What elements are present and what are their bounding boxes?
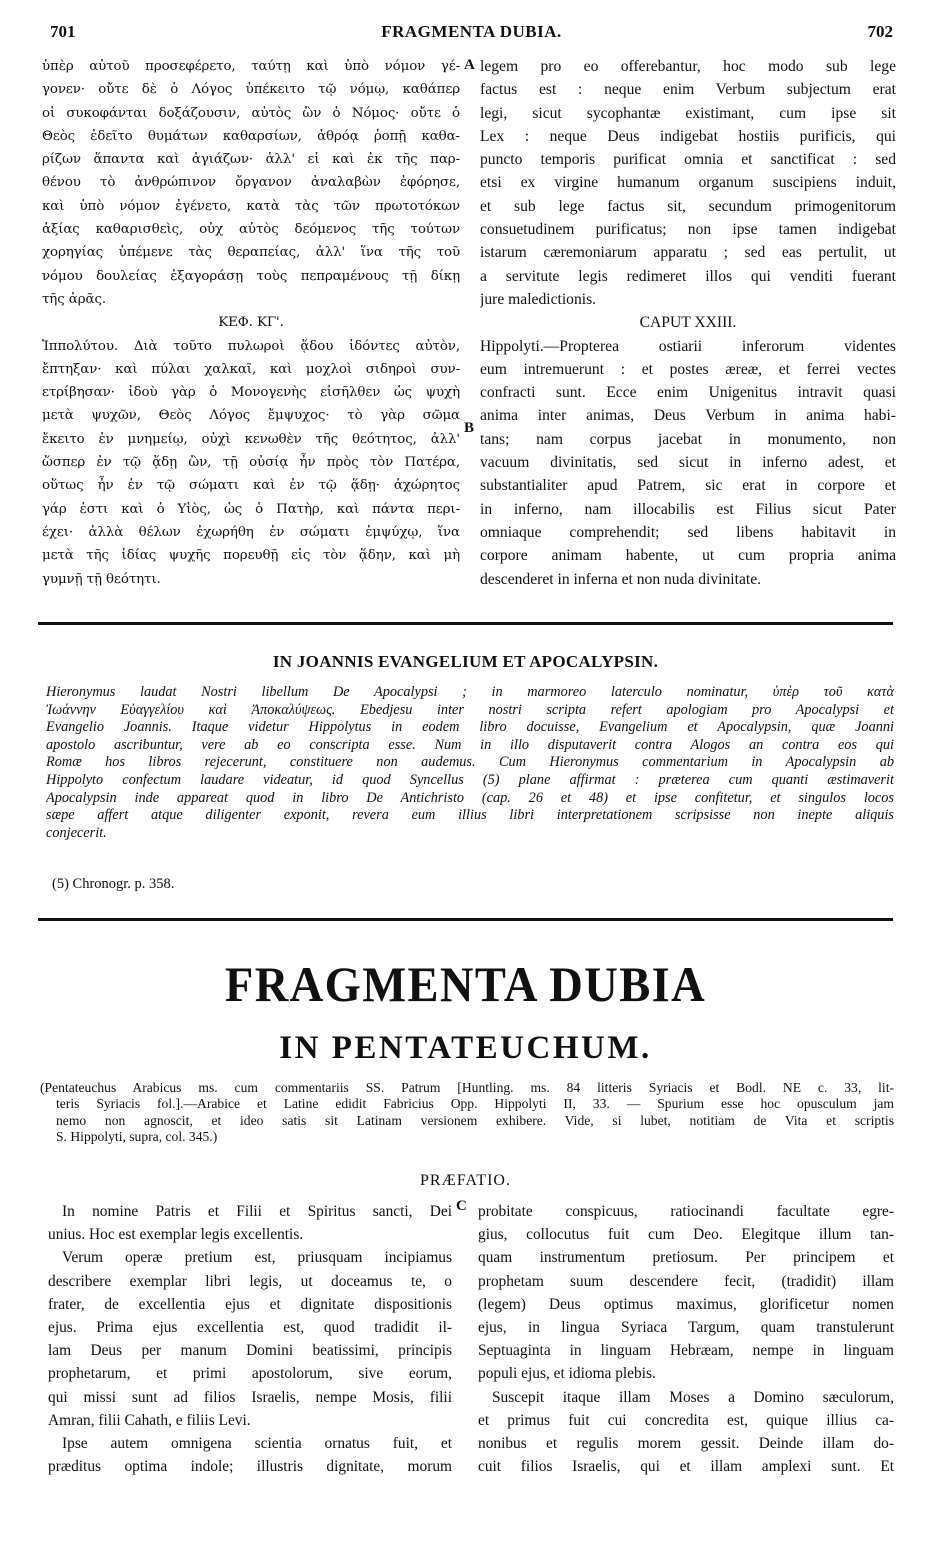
section-divider (38, 622, 893, 625)
latin-line: corpore animam habente, ut cum propria anima (480, 547, 896, 565)
greek-line: μετὰ τῆς ἰδίας ψυχῆς πορευθῇ εἰς τὸν ᾅδην, καὶ μὴ (42, 548, 460, 564)
greek-line: Ἱππολύτου. Διὰ τοῦτο πυλωροὶ ᾅδου ἰδόντες αὐτὸν, (42, 338, 460, 354)
greek-line: ἔκειτο ἐν μνημείῳ, οὐχὶ κενωθὲν τῆς θεότητος, ἀλλ' (42, 431, 460, 447)
latin-column (480, 55, 896, 591)
margin-marker-c: C (456, 1198, 467, 1214)
section-line: apostolo ascribuntur, vere ab eo conscripta esse. Num in illo disputaverit contra Alogos an contra eos qui (46, 736, 894, 753)
intro-note (40, 1080, 894, 1146)
latin-line: legem pro eo offerebantur, hoc modo sub lege (480, 58, 896, 75)
greek-column (42, 55, 460, 591)
greek-line: ὑπὲρ αὐτοῦ προσεφέρετο, ταύτῃ καὶ ὑπὸ νόμον γέ- (42, 59, 460, 74)
preface-line: probitate conspicuus, ratiocinandi facultate egre- (478, 1203, 894, 1220)
preface-line: lam Deus per manum Domini beatissimi, principis (48, 1342, 452, 1360)
greek-line: ρίζων ἅπαντα καὶ ἁγιάζων· ἀλλ' εἰ καὶ ἐκ τῆς παρ- (42, 152, 460, 168)
preface-line: præditus optima indole; illustris dignitate, morum (48, 1458, 452, 1476)
greek-line: χορηγίας ὑπέμενε τὰς θεραπείας, ἀλλ' ἵνα τῆς τοῦ (42, 245, 460, 261)
greek-line: οἱ συκοφάνται δοξάζουσιν, αὐτὸς ὢν ὁ Νόμος· οὔτε ὁ (42, 105, 460, 121)
greek-line: οὕτως ἦν ἐν τῷ σώματι καὶ ἐν τῷ ᾅδῃ· ἀχώρητος (42, 478, 460, 494)
greek-line: γυμνῇ τῇ θεότητι. (42, 571, 161, 587)
running-header (50, 22, 893, 44)
latin-line: substantialiter apud Patrem, sic erat in corpore et (480, 477, 896, 495)
latin-line: omniaque comprehendit; sed libens habitavit in (480, 523, 896, 541)
preface-line: In nomine Patris et Filii et Spiritus sancti, Dei (62, 1203, 452, 1220)
greek-line: τῆς ἀρᾶς. (42, 291, 107, 307)
preface-line: populi ejus, et idioma plebis. (478, 1365, 656, 1383)
latin-line: etsi ex virgine humanum organum suscipiens induit, (480, 174, 896, 192)
greek-caput-heading: ΚΕΦ. ΚΓ'. (218, 315, 284, 331)
greek-line: νόμου δουλείας ἐξαγοράσῃ τοὺς πεπραμένους τῇ δίκῃ (42, 268, 460, 284)
praefatio-heading: PRÆFATIO. (420, 1172, 511, 1189)
preface-left-column (48, 1200, 452, 1478)
section-line: conjecerit. (46, 824, 107, 841)
preface-line: gius, collocutus fuit cum Deo. Elegitque illum tan- (478, 1226, 894, 1244)
sub-title: IN PENTATEUCHUM. (279, 1030, 652, 1066)
preface-line: prophetam suum descendere fecit, (tradidit) illam (478, 1272, 894, 1290)
latin-line: descenderet in inferna et non nuda divinitate. (480, 570, 762, 588)
intro-line: (Pentateuchus Arabicus ms. cum commentariis SS. Patrum [Huntling. ms. 84 litteris Syriacis et Bodl. NE c. 33, lit- (40, 1080, 894, 1095)
section-line: Hieronymus laudat Nostri libellum De Apocalypsi ; in marmoreo laterculo nominatur, ὑπὲρ τοῦ κατὰ (46, 684, 894, 700)
section-line: Hippolyto confectum laudare videatur, id quod Syncellus (5) plane affirmat : præterea cum quanti æstimaverit (46, 771, 894, 788)
latin-line: anima inter animas, Deus Verbum in anima habi- (480, 407, 896, 425)
page-number-left: 701 (50, 22, 76, 41)
main-title: FRAGMENTA DUBIA (224, 956, 707, 1012)
latin-line: confracti sunt. Ecce enim Unigenitus intravit quasi (480, 384, 896, 402)
latin-line: istarum cæremoniarum apparatu ; sed eas pertulit, ut (480, 244, 896, 262)
section-title: IN JOANNIS EVANGELIUM ET APOCALYPSIN. (272, 652, 659, 671)
intro-line: teris Syriacis fol.].—Arabice et Latine edidit Fabricius Opp. Hippolyti II, 33. — Spurium esse hoc opusculum jam (56, 1096, 894, 1112)
greek-line: ἀξίας καθαρισθεὶς, οὐχ αὐτὸς δεόμενος τῆς τούτων (42, 222, 460, 238)
preface-line: quam instrumentum pretiosum. Per principem et (478, 1249, 894, 1267)
section-line: Evangelio Joannis. Itaque videtur Hippolytus in eodem libro docuisse, Evangelium et Apocalypsin, quæ Joanni (46, 719, 894, 736)
latin-line: in inferno, nam illocabilis est Filius sicut Pater (480, 500, 896, 518)
margin-marker-b: B (464, 420, 475, 436)
section-line: Apocalypsin inde appareat quod in libro De Antichristo (cap. 26 et 48) et ipse confitetur, et singulos locos (46, 789, 894, 806)
latin-caput-heading: CAPUT XXIII. (639, 314, 737, 332)
preface-line: ejus. Prima ejus excellentia est, quod tradidit il- (48, 1319, 452, 1337)
preface-line: Ipse autem omnigena scientia ornatus fuit, et (62, 1435, 452, 1453)
preface-line: Amran, filii Cahath, e filiis Levi. (48, 1411, 251, 1429)
preface-line: et primus fuit cui concredita est, quique illius ca- (478, 1411, 894, 1429)
preface-line: qui missi sunt ad filios Israelis, nempe Mosis, filii (48, 1388, 452, 1406)
greek-line: ὥσπερ ἐν τῷ ᾅδῃ ὢν, τῇ οὐσίᾳ ἦν πρὸς τὸν Πατέρα, (42, 455, 460, 471)
greek-line: θένου τὸ ἀνθρώπινον ὄργανον ἀναλαβὼν ἐφόρησε, (42, 175, 460, 191)
preface-line: nonibus et regulis morem gessit. Deinde illam do- (478, 1435, 894, 1453)
preface-line: unius. Hoc est exemplar legis excellentis. (48, 1226, 304, 1244)
latin-line: consuetudinem purificatus; non ipse tamen indigebat (480, 221, 896, 239)
latin-line: puncto temporis purificat omnia et sanctificat : sed (480, 151, 896, 169)
greek-line: καὶ ὑπὸ νόμον ἐγένετο, κατὰ τὰς τῶν πρωτοτόκων (42, 198, 460, 214)
preface-line: Septuaginta in linguam Hebræam, nempe in linguam (478, 1342, 894, 1360)
latin-line: legi, sicut sycophantæ existimant, cum ipse sit (480, 104, 896, 122)
intro-line: nemo non agnoscit, et ideo satis sit Latinam versionem exhibere. Vide, si lubet, notitiam de Vita et scriptis (56, 1112, 894, 1128)
intro-line: S. Hippolyti, supra, col. 345.) (56, 1129, 218, 1145)
preface-line: Suscepit itaque illam Moses a Domino sæculorum, (492, 1388, 894, 1406)
latin-line: Lex : neque Deus indigebat hostiis purificis, qui (480, 127, 896, 145)
latin-line: a servitute legis redimeret illos qui venditi fuerant (480, 267, 896, 285)
preface-right-column (478, 1200, 894, 1478)
section-line: Romæ hos libros rejecerunt, constituere non audemus. Cum Hieronymus commentarium in Apocalypsin ab (46, 754, 894, 771)
greek-line: έχει· ἀλλὰ θέλων ἐχωρήθη ἐν σώματι ἐμψύχῳ, ἵνα (42, 524, 460, 540)
section-body (46, 684, 894, 842)
latin-line: factus est : neque enim Verbum subjectum erat (480, 81, 896, 99)
greek-line: γάρ ἐστι καὶ ὁ Υἱὸς, ὡς ὁ Πατὴρ, καὶ πάντα περι- (42, 501, 460, 517)
preface-line: cuit filios Israelis, qui et illam amplexi sunt. Et (478, 1458, 894, 1476)
greek-line: Θεὸς ἐδεῖτο θυμάτων καθαρσίων, ἀθρόᾳ ῥοπῇ καθα- (42, 128, 460, 144)
latin-line: tans; nam corpus jacebat in monumento, non (480, 430, 896, 448)
preface-line: ejus, in lingua Syriaca Targum, quam transtulerunt (478, 1319, 894, 1337)
greek-line: ετρίβησαν· ἰδοὺ γὰρ ὁ Μονογενὴς εἰσῆλθεν ὡς ψυχὴ (42, 385, 460, 401)
preface-line: prophetarum, et primi apostolorum, sive eorum, (48, 1365, 452, 1383)
latin-line: eum intremuerunt : et postes æreæ, et ferrei vectes (480, 360, 896, 378)
greek-line: μετὰ ψυχῶν, Θεὸς Λόγος ἔμψυχος· τὸ γὰρ σῶμα (42, 408, 460, 424)
latin-line: Hippolyti.—Propterea ostiarii inferorum videntes (480, 337, 896, 355)
latin-line: et sub lege factus sit, secundum primogenitorum (480, 197, 896, 215)
page-number-right: 702 (867, 22, 893, 41)
section-line: Ἰωάννην Εὐαγγελίου καὶ Ἀποκαλύψεως. Ebedjesu inter nostri scripta refert apologiam pro Apocalypsi et (46, 701, 894, 718)
title-divider (38, 918, 893, 921)
margin-marker-a: A (464, 57, 475, 73)
greek-line: ἔπτηξαν· καὶ πύλαι χαλκαῖ, καὶ μοχλοὶ σιδηροὶ συν- (42, 361, 460, 377)
footnote: (5) Chronogr. p. 358. (52, 876, 175, 892)
running-title: FRAGMENTA DUBIA. (381, 22, 562, 41)
latin-line: jure maledictionis. (480, 290, 597, 308)
greek-line: γονεν· οὔτε δὲ ὁ Λόγος ὑπέκειτο τῷ νόμῳ, καθάπερ (42, 82, 460, 98)
latin-line: vacuum divinitatis, sed sicut in inferno adest, et (480, 454, 896, 472)
section-line: sæpe affert atque diligenter exponit, revera eum illius libri interpretationem scripsisse non inepte aliquis (46, 807, 894, 824)
preface-line: frater, de excellentia ejus et dignitate dispositionis (48, 1295, 452, 1313)
preface-line: describere exemplar libri legis, ut doceamus te, o (48, 1272, 452, 1290)
preface-line: (legem) Deus optimus maximus, glorificetur nomen (478, 1295, 894, 1313)
preface-line: Verum operæ pretium est, priusquam incipiamus (62, 1249, 452, 1267)
